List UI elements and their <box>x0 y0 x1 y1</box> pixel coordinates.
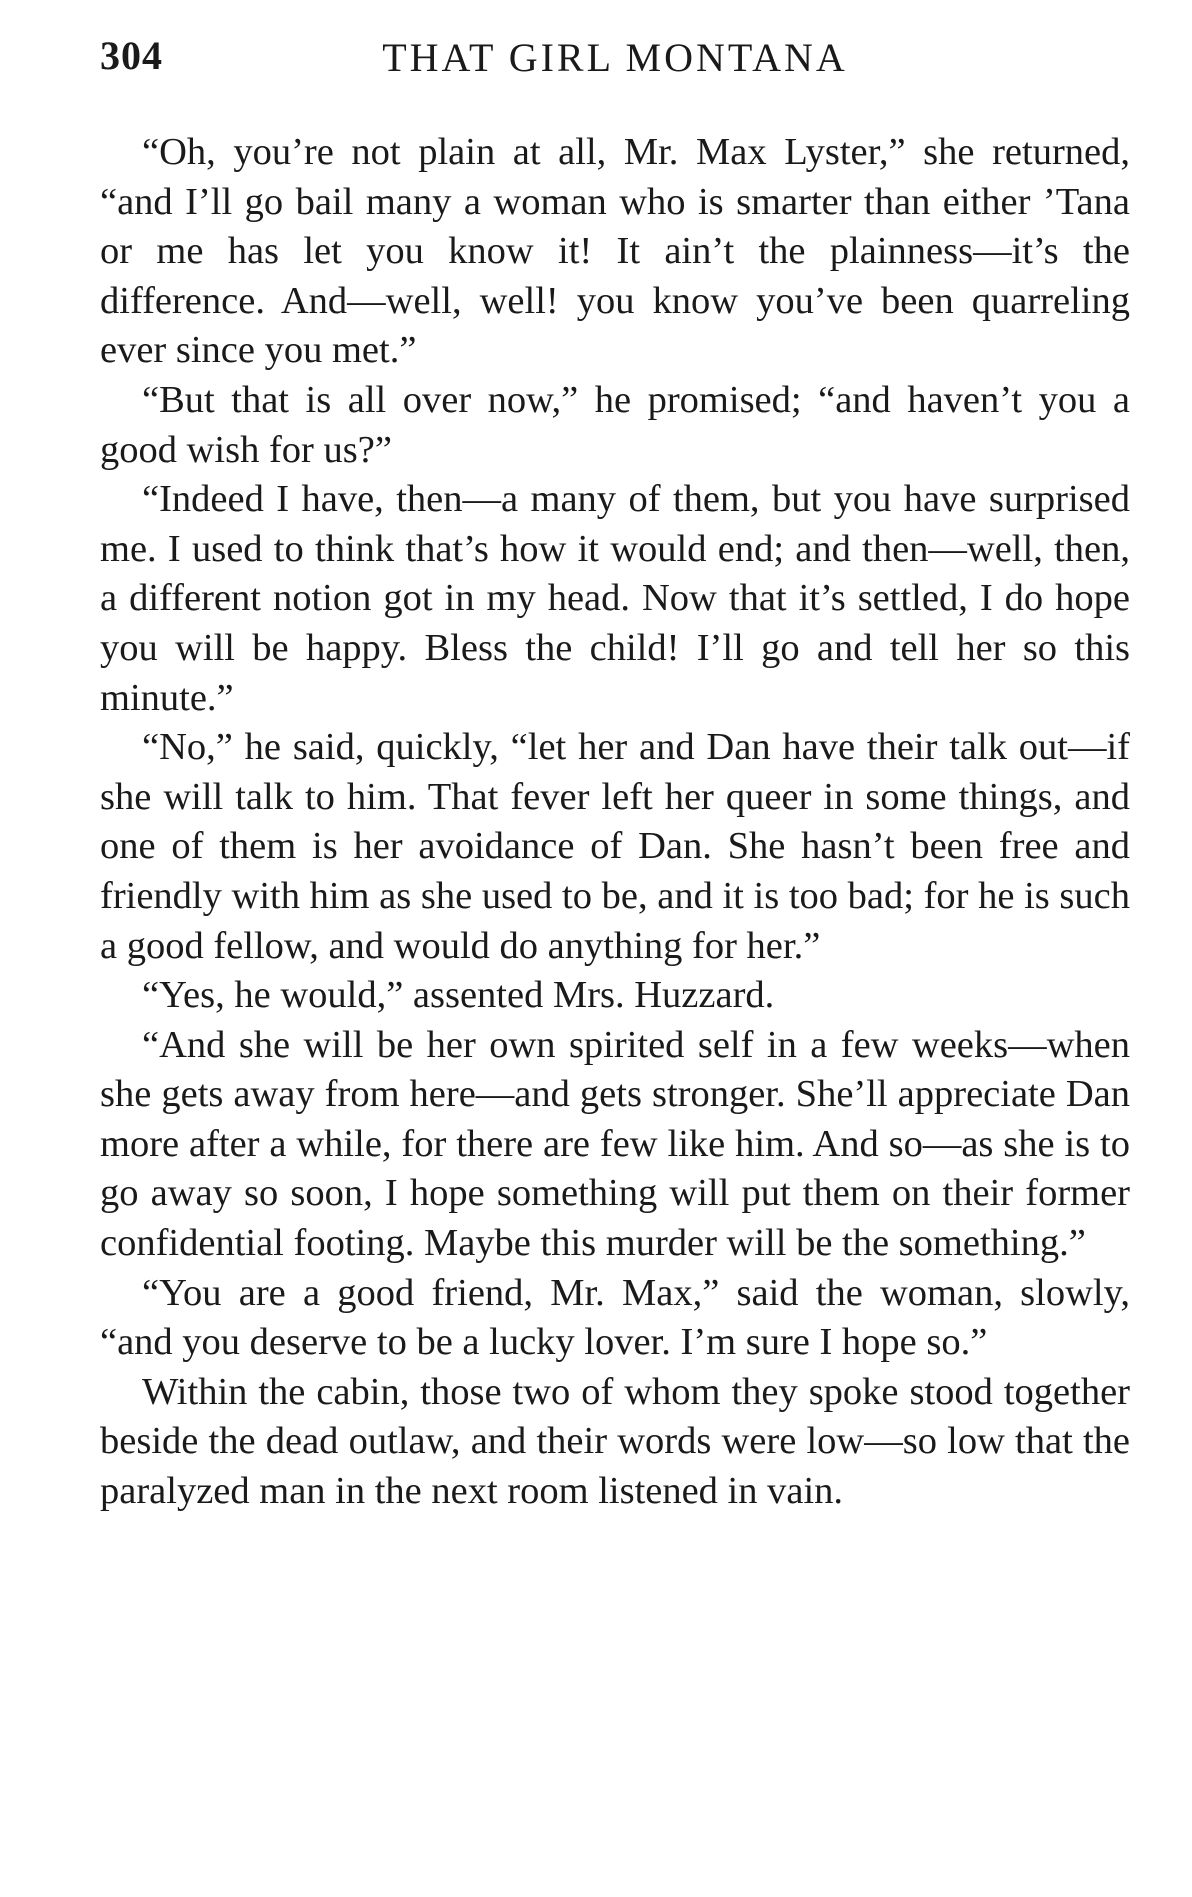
paragraph-2: “But that is all over now,” he promised; “and haven’t you a good wish for us?” <box>100 378 1130 471</box>
page-header <box>100 32 1130 92</box>
paragraph-3: “Indeed I have, then—a many of them, but you have surprised me. I used to think that’s how it would end; and then—well, then, a different notion got in my head. Now that it’s settled, I do hope you will be happy. Bless the child! I’ll go and tell her so this minute.” <box>100 478 1130 719</box>
paragraph-4: “No,” he said, quickly, “let her and Dan have their talk out—if she will talk to him. That fever left her queer in some things, and one of them is her avoidance of Dan. She hasn’t been free and friendly with him as she used to be, and it is too bad; for he is such a good fellow, and would do anything for her.” <box>100 726 1130 967</box>
page-number: 304 <box>100 33 163 78</box>
body-text <box>100 128 1130 1517</box>
running-title: THAT GIRL MONTANA <box>382 35 848 80</box>
paragraph-5: “Yes, he would,” assented Mrs. Huzzard. <box>142 974 775 1017</box>
paragraph-6: “And she will be her own spirited self in a few weeks—when she gets away from here—and gets stronger. She’ll appreciate Dan more after a while, for there are few like him. And so—as she is to go away so soon, I hope something will put them on their former confidential footing. Maybe this murder will be the something.” <box>100 1023 1130 1265</box>
paragraph-8: Within the cabin, those two of whom they spoke stood together beside the dead outlaw, and their words were low—so low that the paralyzed man in the next room listened in vain. <box>100 1370 1130 1513</box>
paragraph-1: “Oh, you’re not plain at all, Mr. Max Lyster,” she returned, “and I’ll go bail many a woman who is smarter than either ’Tana or me has let you know it! It ain’t the plainness—it’s the difference. And—well, well! you know you’ve been quarreling ever since you met.” <box>100 131 1130 372</box>
paragraph-7: “You are a good friend, Mr. Max,” said the woman, slowly, “and you deserve to be a lucky lover. I’m sure I hope so.” <box>100 1271 1130 1364</box>
